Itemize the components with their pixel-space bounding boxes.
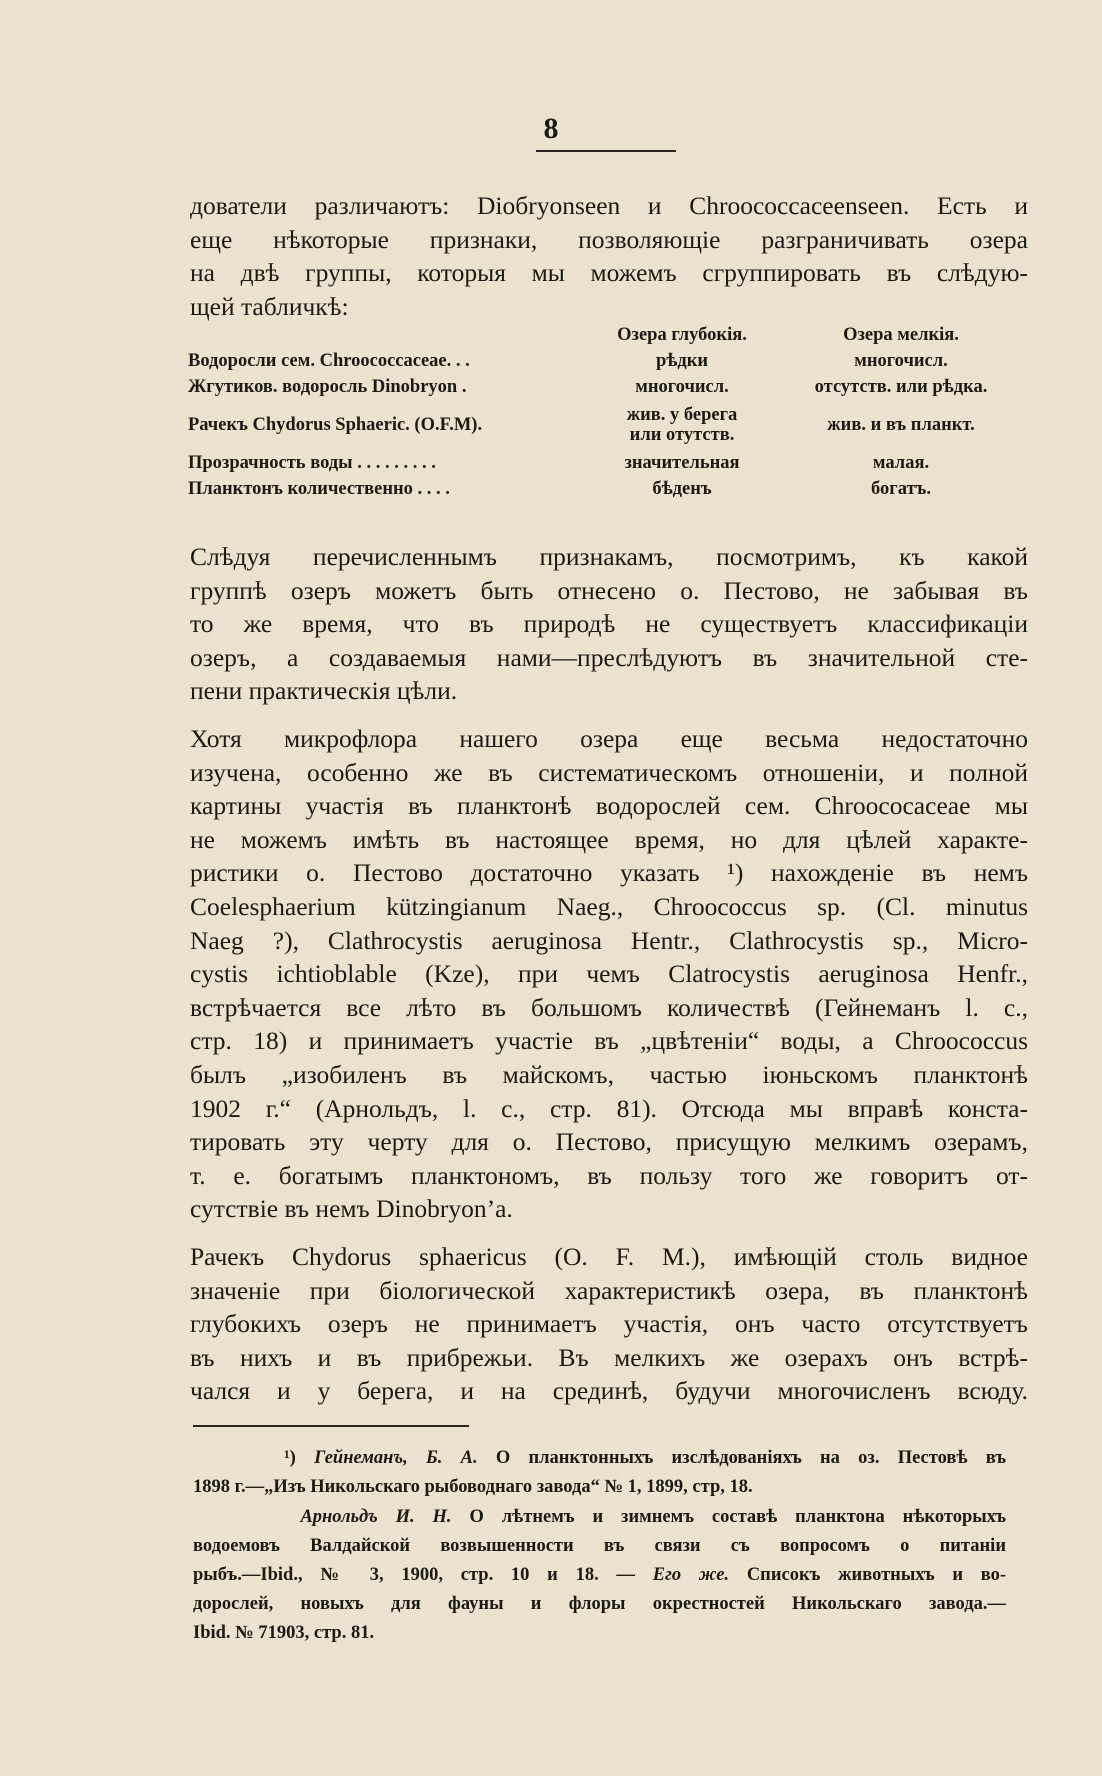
- table-row: [188, 400, 1014, 450]
- text-line: Хотя микрофлора нашего озера еще весьма недостаточно: [190, 724, 1028, 753]
- row-shallow-value: малая.: [872, 452, 930, 473]
- text-line: изучена, особенно же въ систематическомъ отношеніи, и полной: [190, 757, 1028, 787]
- row-label: Водоросли сем. Chroococcaceae. . .: [188, 350, 470, 371]
- text-line: чался и у берега, и на срединѣ, будучи многочисленъ всюду.: [190, 1376, 1028, 1406]
- text-line: стр. 18) и принимаетъ участіе въ „цвѣтеніи“ воды, а Chroococcus: [190, 1026, 1028, 1056]
- text-line: Naeg ?), Clathrocystis aeruginosa Hentr., Clathrocystis sp., Micro-: [190, 925, 1028, 955]
- footnote-1: [193, 1444, 1006, 1502]
- paragraph-2: [190, 540, 1028, 708]
- row-shallow-value: богатъ.: [871, 478, 931, 499]
- row-deep-value: значительная: [624, 452, 740, 473]
- row-shallow-value: отсутств. или рѣдка.: [814, 376, 988, 397]
- paragraph-3: [190, 722, 1028, 1226]
- row-deep-value: [576, 400, 788, 450]
- page-number-rule: [536, 150, 676, 152]
- text-line: т. е. богатымъ планктономъ, въ пользу того же говоритъ от-: [190, 1160, 1028, 1190]
- text-line: еще нѣкоторые признаки, позволяющіе разграничивать озера: [190, 224, 1028, 254]
- row-deep-value: многочисл.: [635, 376, 729, 397]
- paragraph-4: [190, 1240, 1028, 1408]
- text-line: пени практическія цѣли.: [190, 676, 458, 706]
- text-line: сутствіе въ немъ Dinobryon’а.: [190, 1194, 513, 1224]
- row-deep-value: бѣденъ: [652, 478, 712, 499]
- text-line: былъ „изобиленъ въ майскомъ, частью іюньскомъ планктонѣ: [190, 1059, 1028, 1089]
- table-row: [188, 348, 1014, 374]
- row-deep-line: жив. у берега: [626, 405, 738, 425]
- text-line: группѣ озеръ можетъ быть отнесено о. Пестово, не забывая въ: [190, 575, 1028, 605]
- footnote-line: водоемовъ Валдайской возвышенности въ связи съ вопросомъ о питаніи: [193, 1536, 1006, 1556]
- footnote-line: дорослей, новыхъ для фауны и флоры окрестностей Никольскаго завода.—: [193, 1594, 1006, 1614]
- footnote-line: Ibid. № 71903, стр. 81.: [193, 1623, 375, 1643]
- footnote-text: О планктонныхъ изслѣдованіяхъ на оз. Пестовѣ въ: [495, 1448, 1007, 1468]
- footnote-line: [193, 1503, 1006, 1532]
- paragraph-1: [190, 189, 1028, 323]
- text-line: встрѣчается все лѣто въ большомъ количествѣ (Гейнеманъ l. c.,: [190, 992, 1028, 1022]
- text-line: Рачекъ Chydorus sphaericus (O. F. M.), имѣющій столь видное: [190, 1242, 1028, 1271]
- row-shallow-value: многочисл.: [854, 350, 948, 371]
- table-header-row: [188, 322, 1014, 348]
- row-label: Жгутиков. водоросль Dinobryon .: [188, 376, 467, 397]
- text-line: Слѣдуя перечисленнымъ признакамъ, посмотримъ, къ какой: [190, 542, 1028, 571]
- row-label: Планктонъ количественно . . . .: [188, 478, 450, 499]
- text-line: щей табличкѣ:: [190, 291, 349, 321]
- footnote-line: 1898 г.—„Изъ Никольскаго рыбоводнаго завода“ № 1, 1899, стр, 18.: [193, 1477, 753, 1497]
- text-line: Coelesphaerium kützingianum Naeg., Chroococcus sp. (Cl. minutus: [190, 891, 1028, 921]
- footnote-text: Спиcокъ животныхъ и во-: [746, 1565, 1007, 1585]
- footnote-author: Арнольдъ И. Н.: [300, 1507, 452, 1527]
- table-header-deep: Озера глубокія.: [617, 324, 747, 345]
- text-line: глубокихъ озеръ не принимаетъ участія, онъ часто отсутствуетъ: [190, 1309, 1028, 1339]
- text-line: то же время, что въ природѣ не существуетъ классификаціи: [190, 609, 1028, 639]
- text-line: тировать эту черту для о. Пестово, присущую мелкимъ озерамъ,: [190, 1127, 1028, 1157]
- footnote-divider: [193, 1425, 469, 1427]
- text-line: 1902 г.“ (Арнольдъ, l. c., стр. 81). Отсюда мы вправѣ конста-: [190, 1093, 1028, 1123]
- row-deep-line: или отутств.: [629, 425, 735, 445]
- row-deep-value: рѣдки: [655, 350, 709, 371]
- text-line: cystis ichtioblable (Kze), при чемъ Clatrocystis aeruginosa Henfr.,: [190, 959, 1028, 989]
- text-line: въ нихъ и въ прибрежьи. Въ мелкихъ же озерахъ онъ встрѣ-: [190, 1342, 1028, 1372]
- text-line: на двѣ группы, которыя мы можемъ сгруппировать въ слѣдую-: [190, 258, 1028, 288]
- row-shallow-value: жив. и въ планкт.: [827, 414, 975, 435]
- table-row: [188, 374, 1014, 400]
- text-line: картины участія въ планктонѣ водорослей сем. Chroocоcaceae мы: [190, 791, 1028, 821]
- footnote-author: Гейнеманъ, Б. А.: [314, 1448, 478, 1468]
- table-row: [188, 450, 1014, 476]
- footnote-2: [193, 1503, 1006, 1648]
- table-row: [188, 476, 1014, 502]
- footnote-marker: ¹): [284, 1448, 296, 1468]
- row-label: Прозрачность воды . . . . . . . . .: [188, 452, 436, 473]
- page-number: 8: [543, 112, 559, 145]
- footnote-text: О лѣтнемъ и зимнемъ составѣ планктона нѣкоторыхъ: [469, 1507, 1007, 1527]
- footnote-ibid: Его же.: [652, 1565, 730, 1585]
- text-line: значеніе при біологической характеристикѣ озера, въ планктонѣ: [190, 1275, 1028, 1305]
- row-label: Рачекъ Chydorus Sphaeric. (O.F.M).: [188, 414, 483, 435]
- text-line: ристики о. Пестово достаточно указать ¹) нахожденіе въ немъ: [190, 858, 1028, 888]
- text-line: дователи различаютъ: Dioбryonseen и Chroococcaceenseen. Есть и: [190, 191, 1028, 220]
- footnote-line: [193, 1444, 1006, 1473]
- lake-comparison-table: [188, 322, 1014, 502]
- text-line: не можемъ имѣть въ настоящее время, но для цѣлей характе-: [190, 824, 1028, 854]
- footnote-line: [193, 1561, 1006, 1590]
- footnote-text: рыбъ.—Ibid., № 3, 1900, стр. 10 и 18. —: [193, 1565, 635, 1585]
- table-header-cell: [188, 322, 576, 348]
- table-header-shallow: Озера мелкія.: [843, 324, 959, 345]
- text-line: озеръ, а создаваемыя нами—преслѣдуютъ въ значительной сте-: [190, 642, 1028, 672]
